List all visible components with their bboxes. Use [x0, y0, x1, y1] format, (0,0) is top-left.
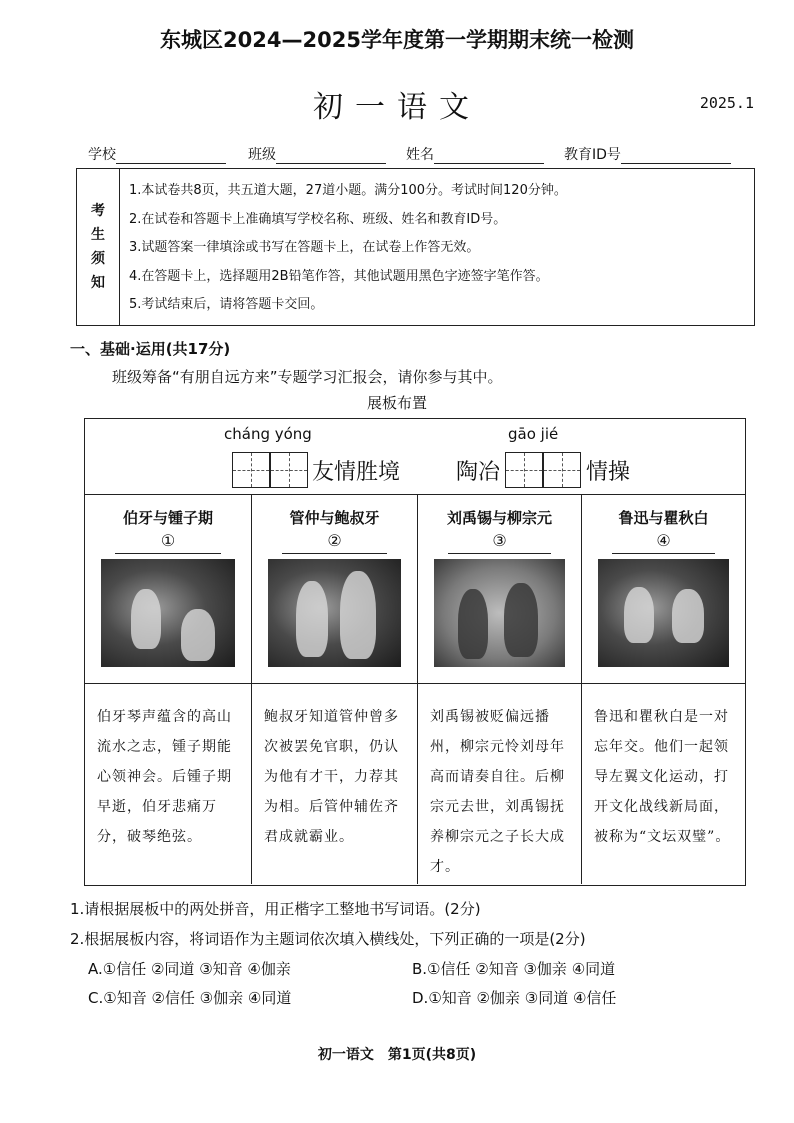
column-text: 伯牙琴声蕴含的高山流水之志，锺子期能心领神会。后锺子期早逝，伯牙悲痛万分，破琴绝弦。 — [85, 683, 251, 885]
board-column-1 — [85, 494, 251, 884]
board-title: 展板布置 — [366, 394, 427, 412]
char-box-1b[interactable] — [270, 452, 308, 488]
column-title: 管仲与鲍叔牙 — [289, 509, 380, 527]
candidate-notice — [76, 168, 755, 326]
column-text: 鲍叔牙知道管仲曾多次被罢免官职，仍认为他有才干，力荐其为相。后管仲辅佐齐君成就霸业。 — [252, 683, 417, 885]
theme-2-suffix: 情操 — [586, 460, 631, 485]
name-field — [406, 144, 544, 164]
question-1: 1.请根据展板中的两处拼音，用正楷字工整地书写词语。(2分) — [70, 900, 481, 918]
notice-item: 5.考试结束后，请将答题卡交回。 — [129, 297, 324, 312]
column-blank[interactable]: ④ — [612, 531, 715, 554]
option-b[interactable]: B.①信任 ②知音 ③伽亲 ④同道 — [412, 960, 616, 978]
column-blank[interactable]: ③ — [448, 531, 551, 554]
school-label: 学校 — [88, 147, 116, 163]
column-title: 鲁迅与瞿秋白 — [618, 509, 709, 527]
notice-item: 4.在答题卡上，选择题用2B铅笔作答，其他试题用黑色字迹签字笔作答。 — [129, 268, 549, 284]
char-box-2a[interactable] — [505, 452, 543, 488]
school-field — [88, 144, 226, 164]
class-field — [248, 144, 386, 164]
illustration-image — [101, 559, 235, 667]
board-column-2 — [251, 494, 417, 884]
edu-id-field — [564, 144, 731, 164]
class-blank[interactable] — [276, 147, 386, 164]
name-blank[interactable] — [434, 147, 544, 164]
column-blank[interactable]: ① — [115, 531, 221, 554]
theme-1: 友情胜境 — [312, 460, 401, 485]
pinyin-2: gāo jié — [508, 425, 559, 443]
illustration-image — [434, 559, 565, 667]
board-column-3 — [417, 494, 581, 884]
edu-id-label: 教育ID号 — [564, 147, 621, 163]
column-blank[interactable]: ② — [282, 531, 387, 554]
column-title: 伯牙与锺子期 — [122, 509, 213, 527]
pinyin-1: cháng yóng — [224, 425, 312, 443]
exam-title: 东城区2024—2025学年度第一学期期末统一检测 — [160, 28, 634, 52]
class-label: 班级 — [248, 147, 276, 163]
column-title: 刘禹锡与柳宗元 — [446, 509, 552, 527]
page-footer: 初一语文 第1页(共8页) — [317, 1047, 477, 1063]
char-box-2b[interactable] — [543, 452, 581, 488]
edu-id-blank[interactable] — [621, 147, 731, 164]
school-blank[interactable] — [116, 147, 226, 164]
char-box-1a[interactable] — [232, 452, 270, 488]
illustration-image — [598, 559, 729, 667]
option-a[interactable]: A.①信任 ②同道 ③知音 ④伽亲 — [88, 960, 291, 978]
column-text: 刘禹锡被贬偏远播州，柳宗元怜刘母年高而请奏自往。后柳宗元去世，刘禹锡抚养柳宗元之子长大成才。 — [418, 683, 581, 885]
subject-title: 初一语文 — [313, 90, 481, 125]
exam-date: 2025.1 — [699, 94, 754, 112]
illustration-image — [268, 559, 401, 667]
question-2: 2.根据展板内容，将词语作为主题词依次填入横线处，下列正确的一项是(2分) — [70, 930, 586, 948]
theme-2-prefix: 陶冶 — [456, 460, 501, 485]
board-column-4 — [581, 494, 745, 884]
option-d[interactable]: D.①知音 ②伽亲 ③同道 ④信任 — [412, 989, 617, 1007]
notice-heading: 考 生 须 知 — [77, 169, 120, 325]
option-c[interactable]: C.①知音 ②信任 ③伽亲 ④同道 — [88, 989, 292, 1007]
notice-item: 2.在试卷和答题卡上准确填写学校名称、班级、姓名和教育ID号。 — [129, 211, 507, 227]
column-text: 鲁迅和瞿秋白是一对忘年交。他们一起领导左翼文化运动，打开文化战线新局面，被称为“文坛双璧”。 — [582, 683, 745, 885]
notice-item: 3.试题答案一律填涂或书写在答题卡上，在试卷上作答无效。 — [129, 240, 480, 255]
notice-item: 1.本试卷共8页，共五道大题，27道小题。满分100分。考试时间120分钟。 — [129, 183, 567, 198]
section-title: 一、基础·运用(共17分) — [70, 340, 231, 358]
notice-list — [129, 177, 567, 320]
name-label: 姓名 — [406, 147, 434, 163]
section-intro: 班级筹备“有朋自远方来”专题学习汇报会，请你参与其中。 — [112, 368, 503, 386]
